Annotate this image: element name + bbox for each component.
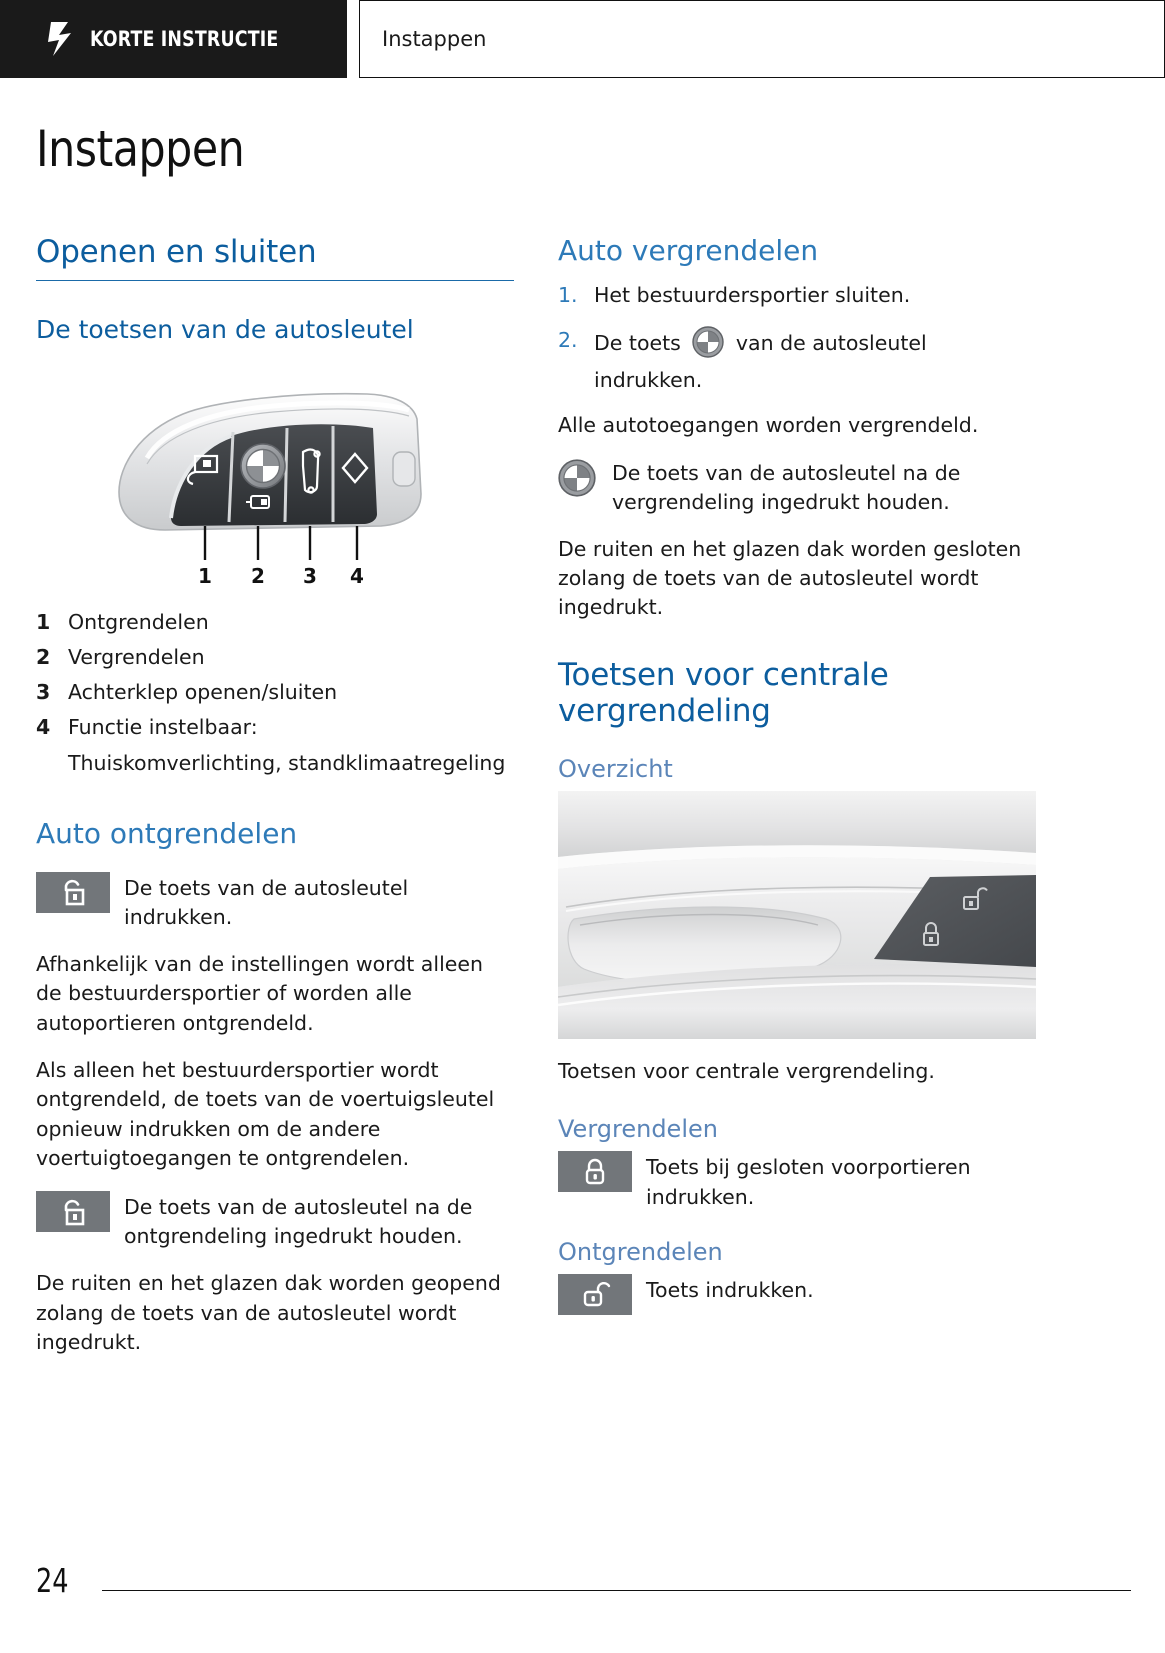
instruction-row-unlock-press xyxy=(36,872,514,932)
key-icon-bmw-roundel xyxy=(241,444,285,488)
instruction-text: De toets van de autosleutel indrukken. xyxy=(124,875,409,929)
list-item xyxy=(558,326,1036,395)
closed-padlock-icon xyxy=(558,1151,632,1192)
instruction-text: De toets van de autosleutel na de vergrendeling ingedrukt houden. xyxy=(612,460,961,514)
paragraph-all-locked: Alle autotoegangen worden vergrendeld. xyxy=(558,413,979,438)
key-legend-list xyxy=(36,607,514,744)
list-item xyxy=(36,677,514,708)
unlock-padlock-icon xyxy=(36,872,110,913)
instruction-row-unlock-hold xyxy=(36,1191,514,1251)
instruction-row-lock-hold xyxy=(558,459,1036,517)
legend-label: Functie instelbaar: xyxy=(68,715,258,740)
bmw-roundel-icon xyxy=(692,326,724,366)
two-column-layout xyxy=(36,234,1131,1375)
list-item xyxy=(558,281,1036,310)
left-column xyxy=(36,234,514,1375)
page-body xyxy=(0,120,1165,1375)
list-item xyxy=(36,642,514,673)
step-text-before: De toets xyxy=(594,331,681,356)
subsection-heading-ontgrendelen: Ontgrendelen xyxy=(558,1237,723,1266)
unlock-padlock-icon xyxy=(36,1191,110,1232)
legend-label: Achterklep openen/sluiten xyxy=(68,680,338,705)
legend-label: Ontgrendelen xyxy=(68,610,209,634)
header-tag xyxy=(0,0,347,78)
legend-number: 1 xyxy=(36,610,51,634)
page-number: 24 xyxy=(36,1561,69,1600)
svg-text:4: 4 xyxy=(350,564,364,588)
paragraph-windows-close: De ruiten en het glazen dak worden gesloten zolang de toets van de autosleutel wordt ingedrukt. xyxy=(558,536,1022,620)
instruction-text: De toets van de autosleutel na de ontgrendeling ingedrukt houden. xyxy=(124,1195,473,1249)
instruction-row-central-unlock xyxy=(558,1274,1036,1315)
step-number: 2. xyxy=(558,328,578,353)
list-item xyxy=(36,712,514,743)
breadcrumb-label: Instappen xyxy=(382,27,487,51)
flash-icon xyxy=(48,22,74,56)
step-text: Het bestuurdersportier sluiten. xyxy=(594,283,911,307)
open-padlock-icon xyxy=(558,1274,632,1315)
step-number: 1. xyxy=(558,283,578,307)
car-key-illustration xyxy=(105,374,445,589)
legend-continuation: Thuiskomverlichting, standklimaatregeling xyxy=(68,750,506,775)
instruction-text: Toets bij gesloten voorportieren indrukken. xyxy=(646,1155,971,1209)
instruction-row-central-lock xyxy=(558,1151,1036,1211)
section-heading-openen-en-sluiten: Openen en sluiten xyxy=(36,234,317,270)
svg-text:1: 1 xyxy=(198,564,212,588)
step-text-wrapper xyxy=(594,326,1036,395)
svg-text:2: 2 xyxy=(251,564,265,588)
instruction-text: Toets indrukken. xyxy=(646,1277,814,1302)
header-tag-label: KORTE INSTRUCTIE xyxy=(90,27,279,51)
step-text-after: van de autosleutel indrukken. xyxy=(594,331,927,393)
legend-number: 3 xyxy=(36,680,51,705)
subsection-heading-overzicht: Overzicht xyxy=(558,754,673,783)
page-header xyxy=(0,0,1165,78)
lock-steps-list xyxy=(558,281,1036,395)
list-item xyxy=(36,607,514,638)
door-panel-photo xyxy=(558,791,1036,1039)
subsection-heading-auto-ontgrendelen: Auto ontgrendelen xyxy=(36,816,298,850)
subsection-heading-vergrendelen: Vergrendelen xyxy=(558,1115,718,1144)
page-title: Instappen xyxy=(36,120,245,178)
legend-number: 4 xyxy=(36,715,51,740)
right-column xyxy=(558,234,1036,1375)
paragraph-unlock-settings: Afhankelijk van de instellingen wordt alleen de bestuurdersportier of worden alle autoportieren ontgrendeld. xyxy=(36,952,483,1035)
paragraph-windows-open: De ruiten en het glazen dak worden geopend zolang de toets van de autosleutel wordt ingedrukt. xyxy=(36,1271,501,1355)
svg-text:3: 3 xyxy=(303,564,317,588)
car-key-figure xyxy=(36,374,514,589)
subsection-heading-auto-vergrendelen: Auto vergrendelen xyxy=(558,234,819,267)
footer-divider xyxy=(102,1590,1131,1591)
section-heading-centrale-vergrendeling: Toetsen voor centrale vergrendeling xyxy=(558,656,889,729)
photo-caption: Toetsen voor centrale vergrendeling. xyxy=(558,1058,935,1083)
heading-divider xyxy=(36,280,514,281)
breadcrumb xyxy=(359,0,1165,78)
legend-label: Vergrendelen xyxy=(68,645,205,670)
subsection-heading-autosleutel: De toetsen van de autosleutel xyxy=(36,315,414,344)
legend-number: 2 xyxy=(36,645,51,670)
bmw-roundel-icon xyxy=(558,459,596,501)
page-footer xyxy=(36,1561,1131,1600)
paragraph-unlock-driver-door: Als alleen het bestuurdersportier wordt ontgrendeld, de toets van de voertuigsleutel opnieuw indrukken om de andere voertuigtoegangen te ontgrendelen. xyxy=(36,1057,495,1170)
